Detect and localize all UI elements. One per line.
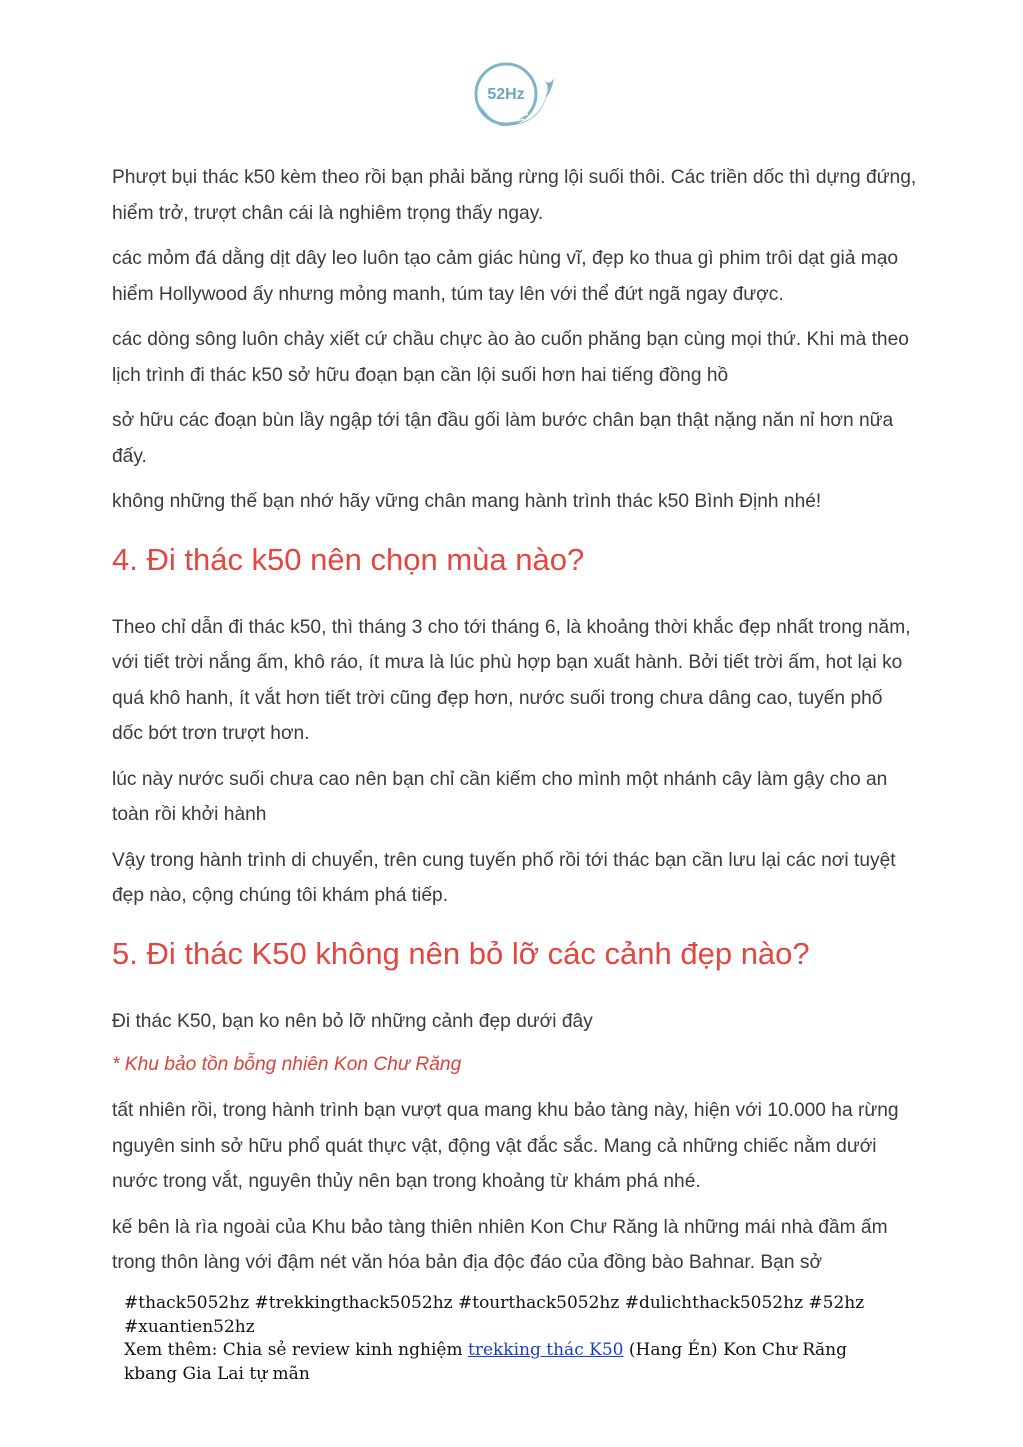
whale-logo-icon <box>466 56 558 142</box>
section-heading: 4. Đi thác k50 nên chọn mùa nào? <box>112 541 585 577</box>
paragraph: sở hữu các đoạn bùn lầy ngập tới tận đầu gối làm bước chân bạn thật nặng năn nỉ hơn nữa đấy. <box>112 410 894 467</box>
section-heading: 5. Đi thác K50 không nên bỏ lỡ các cảnh đẹp nào? <box>112 935 810 971</box>
see-more-line <box>124 1339 904 1386</box>
paragraph: Đi thác K50, bạn ko nên bỏ lỡ những cảnh đẹp dưới đây <box>112 1010 593 1032</box>
see-more-suffix: (Hang Én) Kon Chư Răng kbang Gia Lai tự mãn <box>124 1340 847 1384</box>
paragraph: Theo chỉ dẫn đi thác k50, thì tháng 3 cho tới tháng 6, là khoảng thời khắc đẹp nhất trong năm, với tiết trời nắng ấm, khô ráo, ít mưa là lúc phù hợp bạn xuất hành. Bởi tiết trời ấm, hot lại ko quá khô hanh, ít vắt hơn tiết trời cũng đẹp hơn, nước suối trong chưa dâng cao, tuyến phố dốc bớt trơn trượt hơn. <box>112 616 911 744</box>
paragraph: các dòng sông luôn chảy xiết cứ chầu chực ào ào cuốn phăng bạn cùng mọi thứ. Khi mà theo lịch trình đi thác k50 sở hữu đoạn bạn cần lội suối hơn hai tiếng đồng hồ <box>112 329 909 386</box>
see-more-prefix: Xem thêm: Chia sẻ review kinh nghiệm <box>124 1340 468 1360</box>
paragraph: tất nhiên rồi, trong hành trình bạn vượt qua mang khu bảo tàng này, hiện với 10.000 ha rừng nguyên sinh sở hữu phổ quát thực vật, động vật đắc sắc. Mang cả những chiếc nằm dưới nước trong vắt, nguyên thủy nên bạn trong khoảng từ khám phá nhé. <box>112 1100 899 1192</box>
trekking-link[interactable]: trekking thác K50 <box>467 1340 624 1360</box>
article-body <box>112 160 917 1291</box>
footer <box>124 1292 904 1386</box>
section-subheading: * Khu bảo tồn bỗng nhiên Kon Chư Răng <box>112 1054 462 1075</box>
brand-logo <box>466 56 558 142</box>
paragraph: Vậy trong hành trình di chuyển, trên cung tuyến phố rồi tới thác bạn cần lưu lại các nơi tuyệt đẹp nào, cộng chúng tôi khám phá tiếp. <box>112 849 896 906</box>
paragraph: Phượt bụi thác k50 kèm theo rồi bạn phải băng rừng lội suối thôi. Các triền dốc thì dựng đứng, hiểm trở, trượt chân cái là nghiêm trọng thấy ngay. <box>112 167 917 224</box>
paragraph: các mỏm đá dằng dịt dây leo luôn tạo cảm giác hùng vĩ, đẹp ko thua gì phim trôi dạt giả mạo hiểm Hollywood ấy nhưng mỏng manh, túm tay lên với thể đứt ngã ngay được. <box>112 248 899 305</box>
paragraph: lúc này nước suối chưa cao nên bạn chỉ cần kiếm cho mình một nhánh cây làm gậy cho an toàn rồi khởi hành <box>112 768 888 825</box>
hashtags: #thack5052hz #trekkingthack5052hz #tourthack5052hz #dulichthack5052hz #52hz #xuantien52hz <box>124 1293 865 1337</box>
paragraph: kế bên là rìa ngoài của Khu bảo tàng thiên nhiên Kon Chư Răng là những mái nhà đầm ấm trong thôn làng với đậm nét văn hóa bản địa độc đáo của đồng bào Bahnar. Bạn sở <box>112 1216 888 1273</box>
paragraph: không những thế bạn nhớ hãy vững chân mang hành trình thác k50 Bình Định nhé! <box>112 491 822 512</box>
logo-text: 52Hz <box>487 86 525 103</box>
